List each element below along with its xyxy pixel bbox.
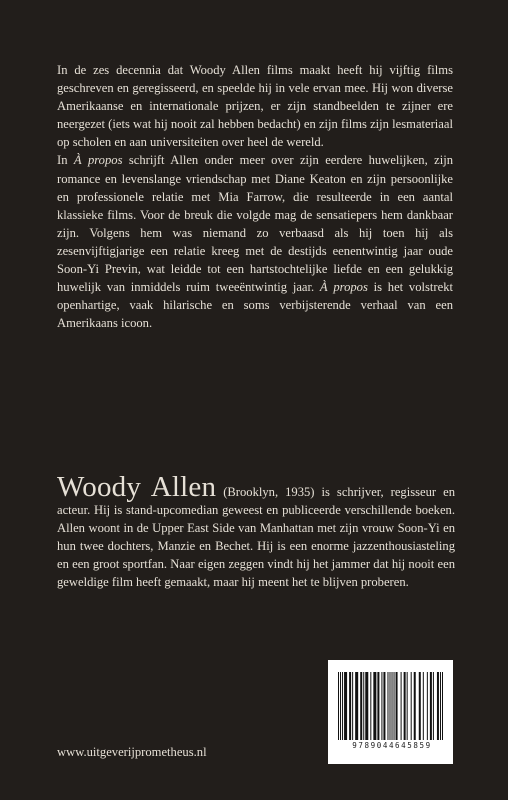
barcode-bar — [363, 672, 364, 740]
book-title-italic-2: À propos — [319, 280, 368, 295]
blurb-paragraph-2-body: schrijft Allen onder meer over zijn eerdere huwelijken, zijn romance en levenslange vriendschap met Diane Keaton en zijn persoonlijke en professionele relatie met Mia Farrow, die resulteerde in een aantal klassieke films. Voor de breuk die volgde mag de sensatiepers hem dankbaar zijn. Volgens hem was niemand zo verbaasd als hij toen hij als zesenvijftigjarige een relatie kreeg met de destijds eenentwintig jaar oude Soon-Yi Previn, wat leidde tot een hartstochtelijke liefde en een gelukkig huwelijk van inmiddels ruim tweeëntwintig jaar. — [57, 153, 453, 295]
barcode-bar — [360, 672, 362, 740]
barcode-bar — [414, 672, 416, 740]
barcode-digits: 9789044645859 — [352, 741, 432, 750]
barcode-icon — [338, 672, 443, 740]
barcode-bar — [423, 672, 424, 740]
isbn-barcode — [328, 660, 453, 764]
barcode-bar — [411, 672, 412, 740]
barcode-bar — [396, 672, 398, 740]
barcode-bar — [355, 672, 358, 740]
barcode-bar — [419, 672, 421, 740]
barcode-bar — [427, 672, 428, 740]
barcode-bar — [433, 672, 434, 740]
barcode-bar — [342, 672, 343, 740]
barcode-bar — [430, 672, 432, 740]
barcode-bar — [442, 672, 443, 740]
barcode-bar — [352, 672, 353, 740]
barcode-bar — [370, 672, 371, 740]
blurb-paragraph-2 — [57, 151, 453, 332]
blurb-paragraph-2-start: In — [57, 153, 74, 168]
author-bio-text: (Brooklyn, 1935) is schrijver, regisseur en acteur. Hij is stand-upcomedian geweest en publiceerde verschillende boeken. Allen woont in de Upper East Side van Manhattan met zijn vrouw Soon-Yi en hun twee dochters, Manzie en Bechet. Hij is een enorme jazzenthousiasteling en een groot sportfan. Naar eigen zeggen vindt hij het jammer dat hij nooit een geweldige film heeft gemaakt, maar hij meent het te blijven proberen. — [57, 485, 455, 590]
barcode-bar — [349, 672, 351, 740]
barcode-bar — [344, 672, 347, 740]
barcode-bar — [389, 672, 390, 740]
barcode-bar — [401, 672, 402, 740]
barcode-bar — [373, 672, 376, 740]
book-title-italic: À propos — [73, 153, 123, 168]
blurb-paragraph-2-end: is het volstrekt openhartige, vaak hilarische en soms verbijsterende verhaal van een Amerikaans icoon. — [57, 280, 453, 331]
author-name: Woody Allen — [57, 471, 217, 503]
barcode-bar — [407, 672, 408, 740]
barcode-bar — [387, 672, 388, 740]
barcode-bar — [440, 672, 441, 740]
author-bio — [57, 471, 455, 592]
barcode-bar — [392, 672, 393, 740]
blurb-paragraph-1 — [57, 61, 453, 151]
barcode-bar — [340, 672, 341, 740]
barcode-bar — [383, 672, 385, 740]
barcode-bar — [437, 672, 439, 740]
barcode-bar — [365, 672, 368, 740]
publisher-website[interactable]: www.uitgeverijprometheus.nl — [57, 745, 207, 759]
barcode-bar — [377, 672, 379, 740]
barcode-bar — [338, 672, 339, 740]
blurb-paragraph-1-text: In de zes decennia dat Woody Allen films maakt heeft hij vijftig films geschreven en geregisseerd, en speelde hij in vele ervan mee. Hij won diverse Amerikaanse en internationale prijzen, er zijn standbeelden te zijner ere neergezet (iets wat hij nooit zal hebben bedacht) en zijn films zijn lesmateriaal op scholen en aan universiteiten over heel de wereld. — [57, 63, 453, 150]
barcode-bar — [381, 672, 382, 740]
barcode-bar — [404, 672, 406, 740]
barcode-bar — [394, 672, 395, 740]
book-blurb — [57, 61, 453, 332]
